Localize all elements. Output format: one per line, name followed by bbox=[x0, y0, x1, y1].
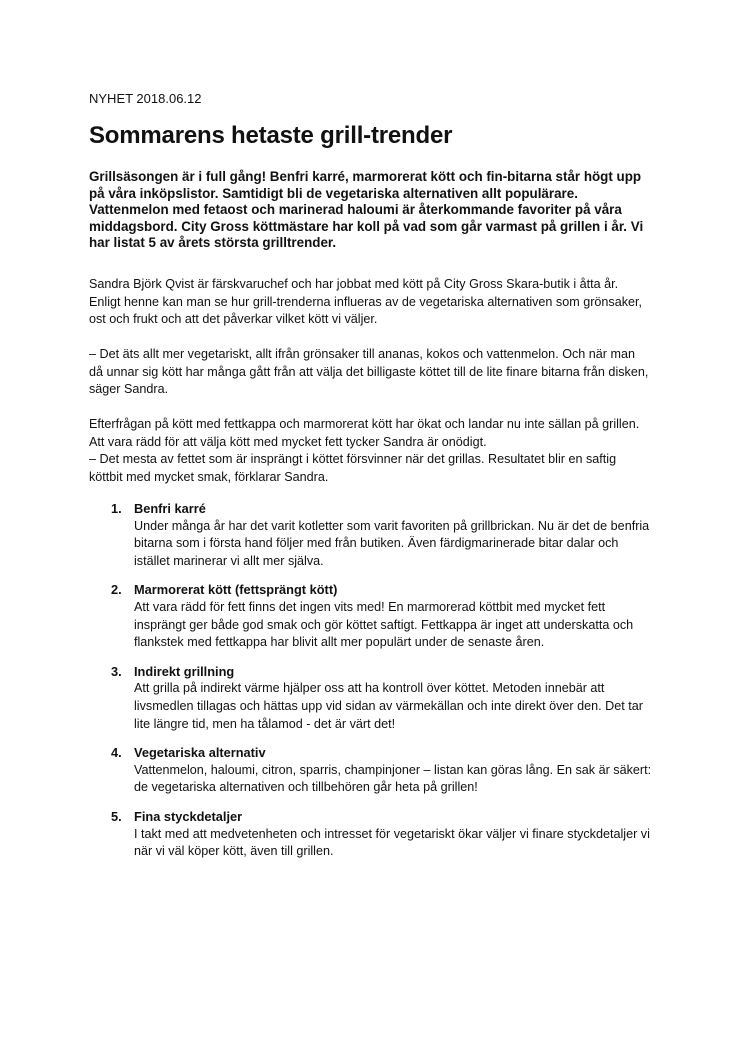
item-title: Vegetariska alternativ bbox=[134, 745, 266, 761]
item-number: 5. bbox=[111, 808, 122, 824]
item-body: Under många år har det varit kotletter som varit favoriten på grillbrickan. Nu är det de benfria bitarna som i första hand följer med från butiken. Även färdigmarinerade bitar dalar och istället marinerar vi allt mer själva. bbox=[134, 518, 650, 568]
list-item bbox=[89, 581, 649, 651]
body-paragraph-1: Sandra Björk Qvist är färskvaruchef och har jobbat med kött på City Gross Skara-butik i åtta år. Enligt henne kan man se hur grill-trenderna influeras av de vegetariska alternativen som grönsaker, ost och frukt och att det påverkar vilket kött vi väljer. bbox=[89, 277, 643, 327]
body-paragraph-4: – Det mesta av fettet som är insprängt i köttet försvinner när det grillas. Resultatet blir en saftig köttbit med mycket smak, förklarar Sandra. bbox=[89, 452, 617, 484]
item-title: Indirekt grillning bbox=[134, 663, 235, 679]
list-item bbox=[89, 808, 649, 861]
item-number: 1. bbox=[111, 501, 122, 516]
list-item bbox=[89, 500, 649, 570]
item-number: 3. bbox=[111, 663, 122, 679]
item-body: Att grilla på indirekt värme hjälper oss att ha kontroll över köttet. Metoden innebär att livsmedlen tillagas och hättas upp vid sidan av värmekällan och inte direkt över den. Det tar lite längre tid, men ha tålamod - det är värt det! bbox=[134, 681, 643, 731]
list-item bbox=[89, 744, 652, 797]
item-title: Fina styckdetaljer bbox=[134, 808, 243, 824]
item-number: 2. bbox=[111, 582, 122, 598]
dateline: NYHET 2018.06.12 bbox=[89, 91, 202, 106]
item-title: Benfri karré bbox=[134, 501, 206, 516]
lead-paragraph: Grillsäsongen är i full gång! Benfri karré, marmorerat kött och fin-bitarna står högt upp på våra inköpslistor. Samtidigt bli de vegetariska alternativen allt populärare. Vattenmelon med fetaost och marinerad haloumi är återkommande favoriter på våra middagsbord. City Gross köttmästare har koll på vad som går varmast på grillen i år. Vi har listat 5 av årets största grilltrender. bbox=[89, 169, 644, 251]
item-body: I takt med att medvetenheten och intresset för vegetariskt ökar väljer vi finare styckdetaljer vi när vi väl köper kött, även till grillen. bbox=[134, 826, 650, 859]
body-paragraph-3: Efterfrågan på kött med fettkappa och marmorerat kött har ökat och landar nu inte sällan på grillen. Att vara rädd för att välja kött med mycket fett tycker Sandra är onödigt. bbox=[89, 417, 640, 449]
item-body: Vattenmelon, haloumi, citron, sparris, champinjoner – listan kan göras lång. En sak är säkert: de vegetariska alternativen och tillbehören går heta på grillen! bbox=[134, 762, 652, 795]
item-body: Att vara rädd för fett finns det ingen vits med! En marmorerad köttbit med mycket fett insprängt ger både god smak och gör köttet saftigt. Fettkappa är inget att underskatta och flankstek med fettkappa har blivit allt mer populärt under de senaste åren. bbox=[134, 599, 634, 650]
body-paragraph-2: – Det äts allt mer vegetariskt, allt ifrån grönsaker till ananas, kokos och vattenmelon. Och när man då unnar sig kött har många gått från att välja det billigaste köttet till de lite finare bitarna från disken, säger Sandra. bbox=[89, 347, 649, 397]
list-item bbox=[89, 663, 649, 733]
article-title: Sommarens hetaste grill-trender bbox=[89, 122, 453, 149]
item-title: Marmorerat kött (fettsprängt kött) bbox=[134, 582, 338, 598]
trend-list bbox=[89, 500, 652, 872]
item-number: 4. bbox=[111, 745, 122, 761]
